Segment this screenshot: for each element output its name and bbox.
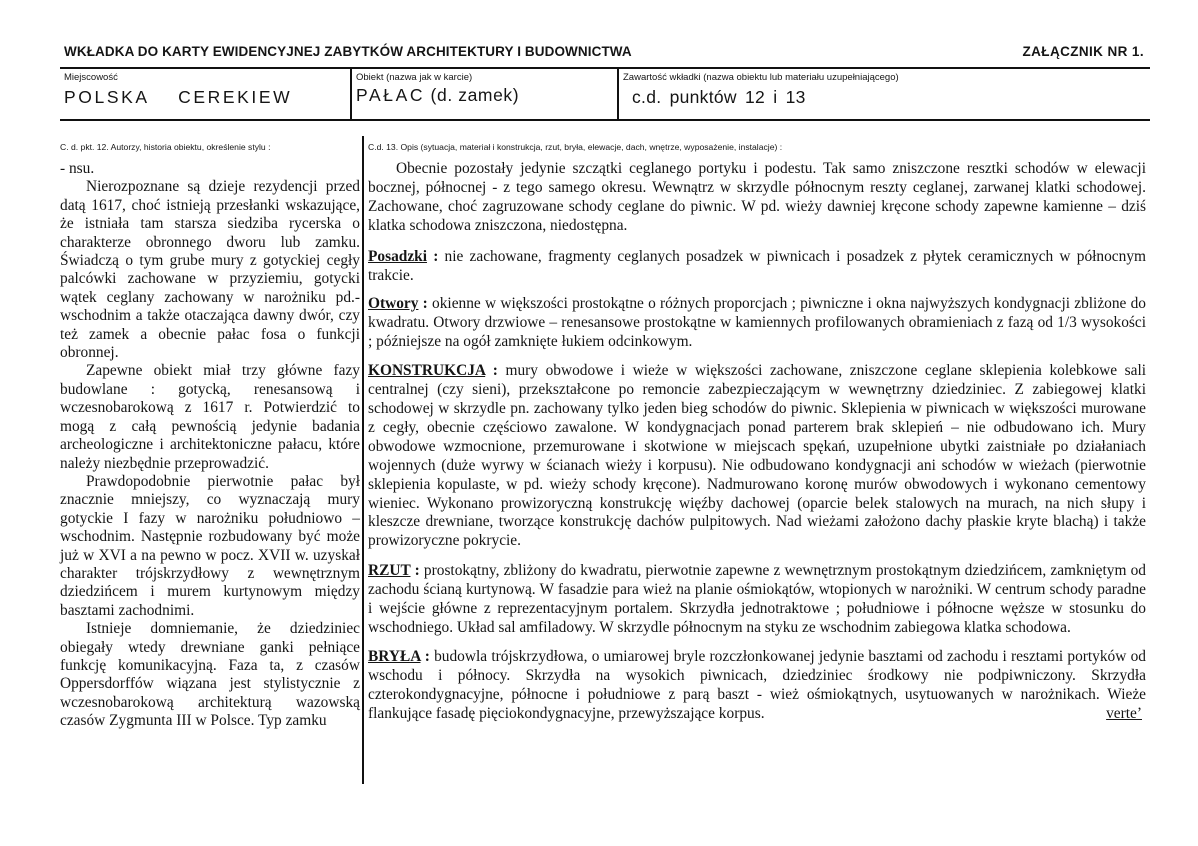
section-text: prostokątny, zbliżony do kwadratu, pierwotnie zapewne z wewnętrznym prostokątnym dziedzińcem, zamkniętym od zachodu ścianą kurtynową. W fasadzie para wież na planie ośmiokątów, wtopionych w narożniki. W centrum schody paradne i wejście główne z reprezentacyjnym portalem. Skrzydła jednotraktowe ; południowe i północne węższe w stosunku do wschodniego. Układ sal amfiladowy. W skrzydle północnym na styku ze wschodnim zabiegowa klatka schodowa. xyxy=(368,562,1146,636)
object-value xyxy=(356,85,519,106)
header-bottom-rule xyxy=(60,119,1150,121)
history-paragraph-1: Nierozpoznane są dzieje rezydencji przed datą 1617, choć istnieją przesłanki wskazujące, że istniała tam starsza siedziba rycerska o charakterze obronnego dworu lub zamku. Świadczą o tym grube mury z gotyckiej cegły palcówki zachowane w przyziemiu, gotycki wątek ceglany zachowany w narożniku pd.-wschodnim a także otaczająca dawny dwór, czy też zamek a obecnie pałac fosa o funkcji obronnej. xyxy=(60,178,360,362)
section-posadzki xyxy=(368,248,1146,286)
section-konstrukcja xyxy=(368,362,1146,551)
section-term: Posadzki xyxy=(368,247,428,265)
history-paragraph-2: Zapewne obiekt miał trzy główne fazy budowlane : gotycką, renesansową i wczesnobarokową z 1617 r. Potwierdzić to mogą z całą pewnością jedynie badania archeologiczne i architektoniczne pałacu, które należy niezbędnie przeprowadzić. xyxy=(60,362,360,472)
section-term: BRYŁA xyxy=(368,647,421,665)
description-column xyxy=(368,160,1146,723)
field-divider-1 xyxy=(350,68,352,120)
left-column-heading: C. d. pkt. 12. Autorzy, historia obiektu, określenie stylu : xyxy=(60,142,271,152)
section-otwory xyxy=(368,295,1146,352)
locality-label: Miejscowość xyxy=(64,72,118,83)
object-label: Obiekt (nazwa jak w karcie) xyxy=(356,72,473,83)
form-title: WKŁADKA DO KARTY EWIDENCYJNEJ ZABYTKÓW ARCHITEKTURY I BUDOWNICTWA xyxy=(64,44,632,59)
object-note: (d. zamek) xyxy=(425,85,520,105)
field-divider-2 xyxy=(617,68,619,120)
section-separator: : xyxy=(418,295,433,313)
section-term: KONSTRUKCJA xyxy=(368,362,486,380)
column-divider xyxy=(362,136,364,784)
section-separator: : xyxy=(485,362,506,380)
annex-label: ZAŁĄCZNIK NR 1. xyxy=(1022,44,1144,59)
section-text: nie zachowane, fragmenty ceglanych posadzek w piwnicach i posadzek z płytek ceramicznych w północnym trakcie. xyxy=(368,247,1146,284)
section-rzut xyxy=(368,562,1146,638)
section-separator: : xyxy=(420,647,435,665)
section-text: okienne w większości prostokątne o różnych proporcjach ; piwniczne i okna najwyższych kondygnacji zbliżone do kwadratu. Otwory drzwiowe – renesansowe prostokątne w kamiennych profilowanych obramieniach z fazą od 1/3 wysokości ; późniejsze na ogół zamknięte łukiem odcinkowym. xyxy=(368,295,1146,351)
section-term: Otwory xyxy=(368,295,419,313)
history-paragraph-4: Istnieje domniemanie, że dziedziniec obiegały wtedy drewniane ganki pełniące funkcję komunikacyjną. Faza ta, z czasów Oppersdorffów wiązana jest stylistycznie z wczesnobarokową architekturą wazowską czasów Zygmunta III w Polsce. Typ zamku xyxy=(60,620,360,730)
locality-value: POLSKA CEREKIEW xyxy=(64,87,293,107)
author-line: - nsu. xyxy=(60,160,95,177)
history-column xyxy=(60,160,360,731)
section-term: RZUT xyxy=(368,562,411,580)
content-value: c.d. punktów 12 i 13 xyxy=(632,87,806,107)
description-intro: Obecnie pozostały jedynie szczątki ceglanego portyku i podestu. Tak samo zniszczone resztki schodów w elewacji bocznej, północnej - z tego samego okresu. Wewnątrz w skrzydle północnym reszty ceglanej, zarwanej klatki schodowej. Zachowane, choć zagruzowane schody ceglane do piwnic. W pd. wieży dawniej kręcone schody zapewne kamienne – dziś klatka schodowa zniszczona, niedostępna. xyxy=(368,160,1146,234)
history-paragraph-3: Prawdopodobnie pierwotnie pałac był znacznie mniejszy, co wyznaczają mury gotyckie I fazy w narożniku południowo – wschodnim. Następnie rozbudowany być może już w XVI a na pewno w pocz. XVII w. uzyskał charakter trójskrzydłowy z wewnętrznym dziedzińcem i murem kurtynowym między basztami zachodnimi. xyxy=(60,472,360,619)
section-text: budowla trójskrzydłowa, o umiarowej bryle rozczłonkowanej jedynie basztami od zachodu i resztami portyków od wschodu i północy. Skrzydła na wysokich piwnicach, dziedziniec środkowy nie podpiwniczony. Skrzydła czterokondygnacyjne, północne i południowe z parą baszt - wież ośmiokątnych, usytuowanych w narożnikach. Wieże flankujące fasadę pięciokondygnacyjne, przewyższające korpus. xyxy=(368,647,1146,722)
content-label: Zawartość wkładki (nazwa obiektu lub materiału uzupełniającego) xyxy=(623,72,899,83)
section-separator: : xyxy=(410,562,424,580)
right-column-heading: C.d. 13. Opis (sytuacja, materiał i konstrukcja, rzut, bryła, elewacje, dach, wnętrze, wyposażenie, instalacje) : xyxy=(368,142,783,152)
section-text: mury obwodowe i wieże w większości zachowane, zniszczone ceglane sklepienia kolebkowe sali centralnej (czy sieni), przekształcone po remoncie zabezpieczającym w wewnętrzny dziedziniec. Z zabiegowej klatki schodowej w skrzydle pn. zachowany tylko jeden bieg schodów do piwnic. Sklepienia w piwnicach w większości murowane z cegły, obecnie częściowo zawalone. W kondygnacjach ponad parterem brak sklepień – nie odbudowano ich. Mury obwodowe wzmocnione, przemurowane i skotwione w miejscach spękań, uzupełnione ubytki zaistniałe po działaniach wojennych (duże wyrwy w ścianach wieży i korpusu). Nie odbudowano kondygnacji ani schodów w wieżach (pierwotnie sklepienia kopulaste, w pd. wieży schody kręcone). Nadmurowano koronę murów obwodowych i wykonano cementowy wieniec. Wykonano prowizoryczną konstrukcję więźby dachowej (oparcie belek stalowych na murach, na nich słupy i kleszcze drewniane, tworzące konstrukcję dachów pulpitowych. Nad wieżami założono dachy płaskie kryte blachą) i także prowizoryczne pokrycie. xyxy=(368,362,1146,550)
verte-mark: verte’ xyxy=(1106,704,1142,722)
header-top-rule xyxy=(60,67,1150,69)
object-name: PAŁAC xyxy=(356,85,426,105)
section-separator: : xyxy=(427,247,445,265)
form-header xyxy=(64,44,1144,64)
section-bryla xyxy=(368,648,1146,724)
